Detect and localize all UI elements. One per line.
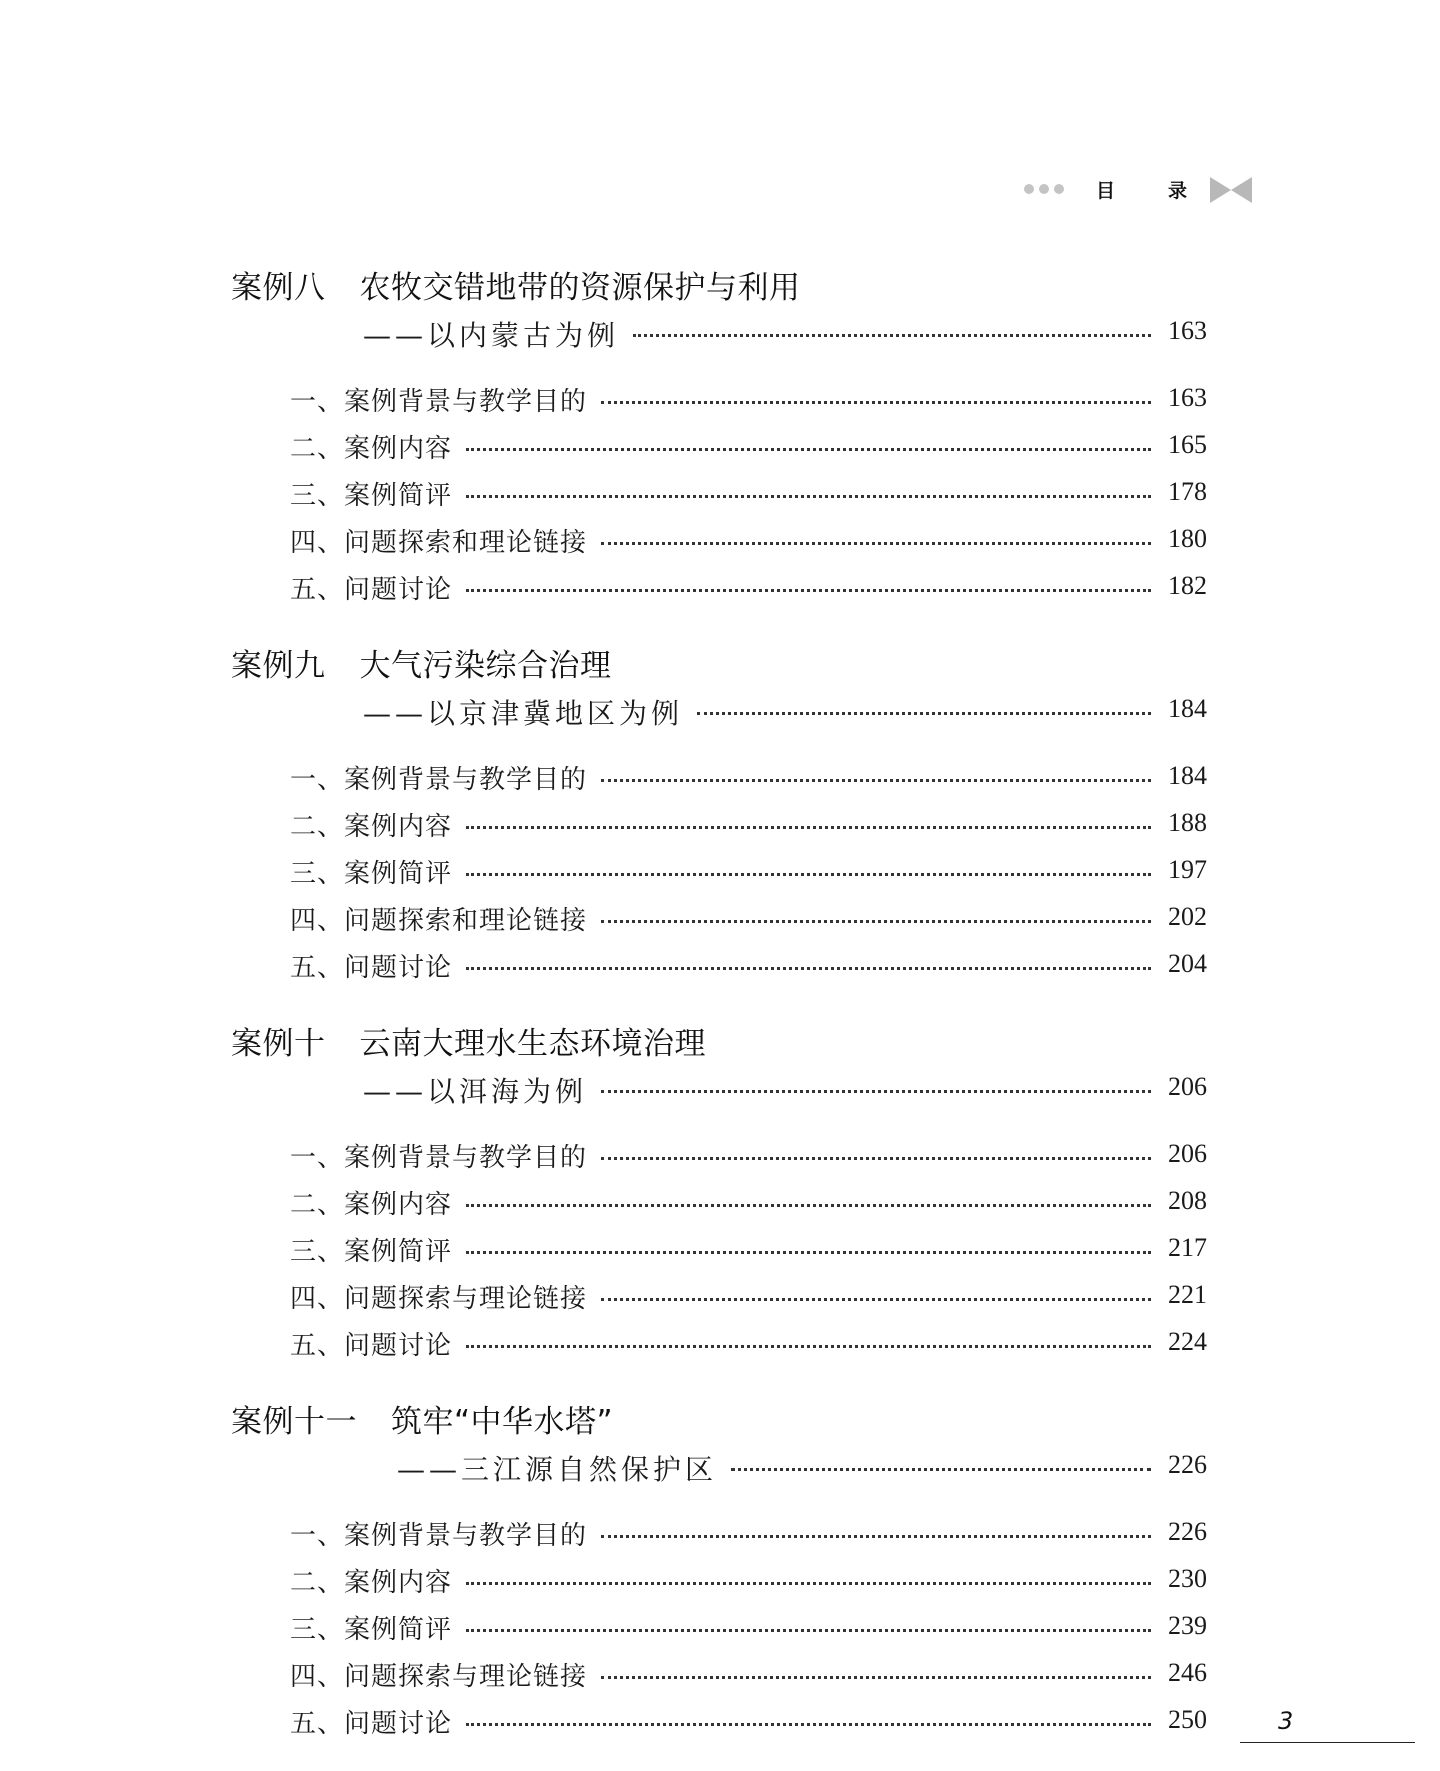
page-number: 180 [1164,524,1207,554]
header-title-char-2: 录 [1168,180,1188,202]
entry-label: 四、问题探索和理论链接 [290,522,597,559]
page-number: 246 [1164,1658,1207,1688]
case-title: 大气污染综合治理 [359,648,612,684]
toc-entry-row[interactable] [0,1562,1440,1598]
dot-leader [466,1204,1151,1207]
case-subtitle: ——三江源自然保护区 [397,1448,727,1488]
toc-entry-row[interactable] [0,853,1440,889]
entry-label: 二、案例内容 [290,806,462,843]
page-number: 226 [1164,1517,1207,1547]
page-number: 184 [1164,694,1207,724]
dot-leader [466,1251,1151,1254]
page-number: 178 [1164,477,1207,507]
page-number: 182 [1164,571,1207,601]
entry-label: 二、案例内容 [290,428,462,465]
page-number: 224 [1164,1327,1207,1357]
dot-icon [1054,184,1064,194]
page-number: 165 [1164,430,1207,460]
dot-leader [466,495,1151,498]
page-number: 206 [1164,1139,1207,1169]
toc-entry-row[interactable] [0,806,1440,842]
toc-subtitle-row[interactable] [0,1070,1440,1106]
dot-icon [1039,184,1049,194]
dot-leader [601,1676,1151,1679]
entry-label: 四、问题探索和理论链接 [290,900,597,937]
header-dots-ornament [1024,184,1064,194]
entry-label: 二、案例内容 [290,1562,462,1599]
entry-label: 五、问题讨论 [290,569,462,606]
dot-icon [1024,184,1034,194]
toc-entry-row[interactable] [0,947,1440,983]
dot-leader [601,1090,1151,1093]
dot-leader [601,1298,1151,1301]
case-heading[interactable] [231,1396,614,1440]
page-number: 188 [1164,808,1207,838]
dot-leader [466,826,1151,829]
toc-entry-row[interactable] [0,1184,1440,1220]
entry-label: 三、案例简评 [290,1231,462,1268]
dot-leader [466,1723,1151,1726]
entry-label: 三、案例简评 [290,475,462,512]
case-title: 云南大理水生态环境治理 [359,1026,706,1062]
page-number: 163 [1164,383,1207,413]
toc-entry-row[interactable] [0,1231,1440,1267]
toc-entry-row[interactable] [0,1278,1440,1314]
dot-leader [466,873,1151,876]
case-subtitle: ——以内蒙古为例 [363,314,629,354]
page-number: 217 [1164,1233,1207,1263]
case-number: 案例十一 [231,1404,357,1440]
dot-leader [466,967,1151,970]
toc-entry-row[interactable] [0,1609,1440,1645]
case-subtitle: ——以洱海为例 [363,1070,597,1110]
case-heading[interactable] [231,1018,706,1062]
header-title-char-1: 目 [1096,180,1116,202]
page-number: 206 [1164,1072,1207,1102]
folio-page-number: 3 [1278,1707,1294,1735]
toc-entry-row[interactable] [0,522,1440,558]
case-number: 案例十 [231,1026,326,1062]
toc-entry-row[interactable] [0,1656,1440,1692]
entry-label: 三、案例简评 [290,1609,462,1646]
dot-leader [466,448,1151,451]
page-number: 239 [1164,1611,1207,1641]
page-number: 226 [1164,1450,1207,1480]
entry-label: 四、问题探索与理论链接 [290,1656,597,1693]
case-subtitle: ——以京津冀地区为例 [363,692,693,732]
page-number: 202 [1164,902,1207,932]
entry-label: 一、案例背景与教学目的 [290,381,597,418]
dot-leader [601,542,1151,545]
toc-subtitle-row[interactable] [0,314,1440,350]
case-number: 案例九 [231,648,326,684]
entry-label: 三、案例简评 [290,853,462,890]
dot-leader [466,1582,1151,1585]
toc-entry-row[interactable] [0,900,1440,936]
toc-entry-row[interactable] [0,1515,1440,1551]
entry-label: 一、案例背景与教学目的 [290,759,597,796]
entry-label: 一、案例背景与教学目的 [290,1137,597,1174]
entry-label: 五、问题讨论 [290,947,462,984]
page-number: 184 [1164,761,1207,791]
dot-leader [466,1629,1151,1632]
page-number: 208 [1164,1186,1207,1216]
case-heading[interactable] [231,640,612,684]
toc-entry-row[interactable] [0,1137,1440,1173]
dot-leader [466,1345,1151,1348]
toc-entry-row[interactable] [0,475,1440,511]
entry-label: 二、案例内容 [290,1184,462,1221]
case-heading[interactable] [231,262,801,306]
case-title: 筑牢“中华水塔” [391,1404,614,1440]
bowtie-ornament-icon [1210,177,1252,203]
entry-label: 一、案例背景与教学目的 [290,1515,597,1552]
dot-leader [601,1535,1151,1538]
entry-label: 五、问题讨论 [290,1325,462,1362]
dot-leader [601,1157,1151,1160]
toc-entry-row[interactable] [0,569,1440,605]
page-number: 197 [1164,855,1207,885]
toc-entry-row[interactable] [0,759,1440,795]
dot-leader [601,920,1151,923]
page-number: 250 [1164,1705,1207,1735]
entry-label: 四、问题探索与理论链接 [290,1278,597,1315]
dot-leader [731,1468,1151,1471]
page-number: 230 [1164,1564,1207,1594]
running-header [1024,172,1252,208]
dot-leader [633,334,1151,337]
folio-rule [1240,1742,1415,1743]
toc-subtitle-row[interactable] [0,692,1440,728]
page-number: 163 [1164,316,1207,346]
entry-label: 五、问题讨论 [290,1703,462,1740]
toc-entry-row[interactable] [0,381,1440,417]
dot-leader [601,779,1151,782]
toc-entry-row[interactable] [0,1703,1440,1739]
case-number: 案例八 [231,270,326,306]
toc-entry-row[interactable] [0,1325,1440,1361]
case-title: 农牧交错地带的资源保护与利用 [359,270,801,306]
toc-entry-row[interactable] [0,428,1440,464]
page-number: 204 [1164,949,1207,979]
dot-leader [697,712,1151,715]
dot-leader [601,401,1151,404]
dot-leader [466,589,1151,592]
toc-subtitle-row[interactable] [0,1448,1440,1484]
page-number: 221 [1164,1280,1207,1310]
